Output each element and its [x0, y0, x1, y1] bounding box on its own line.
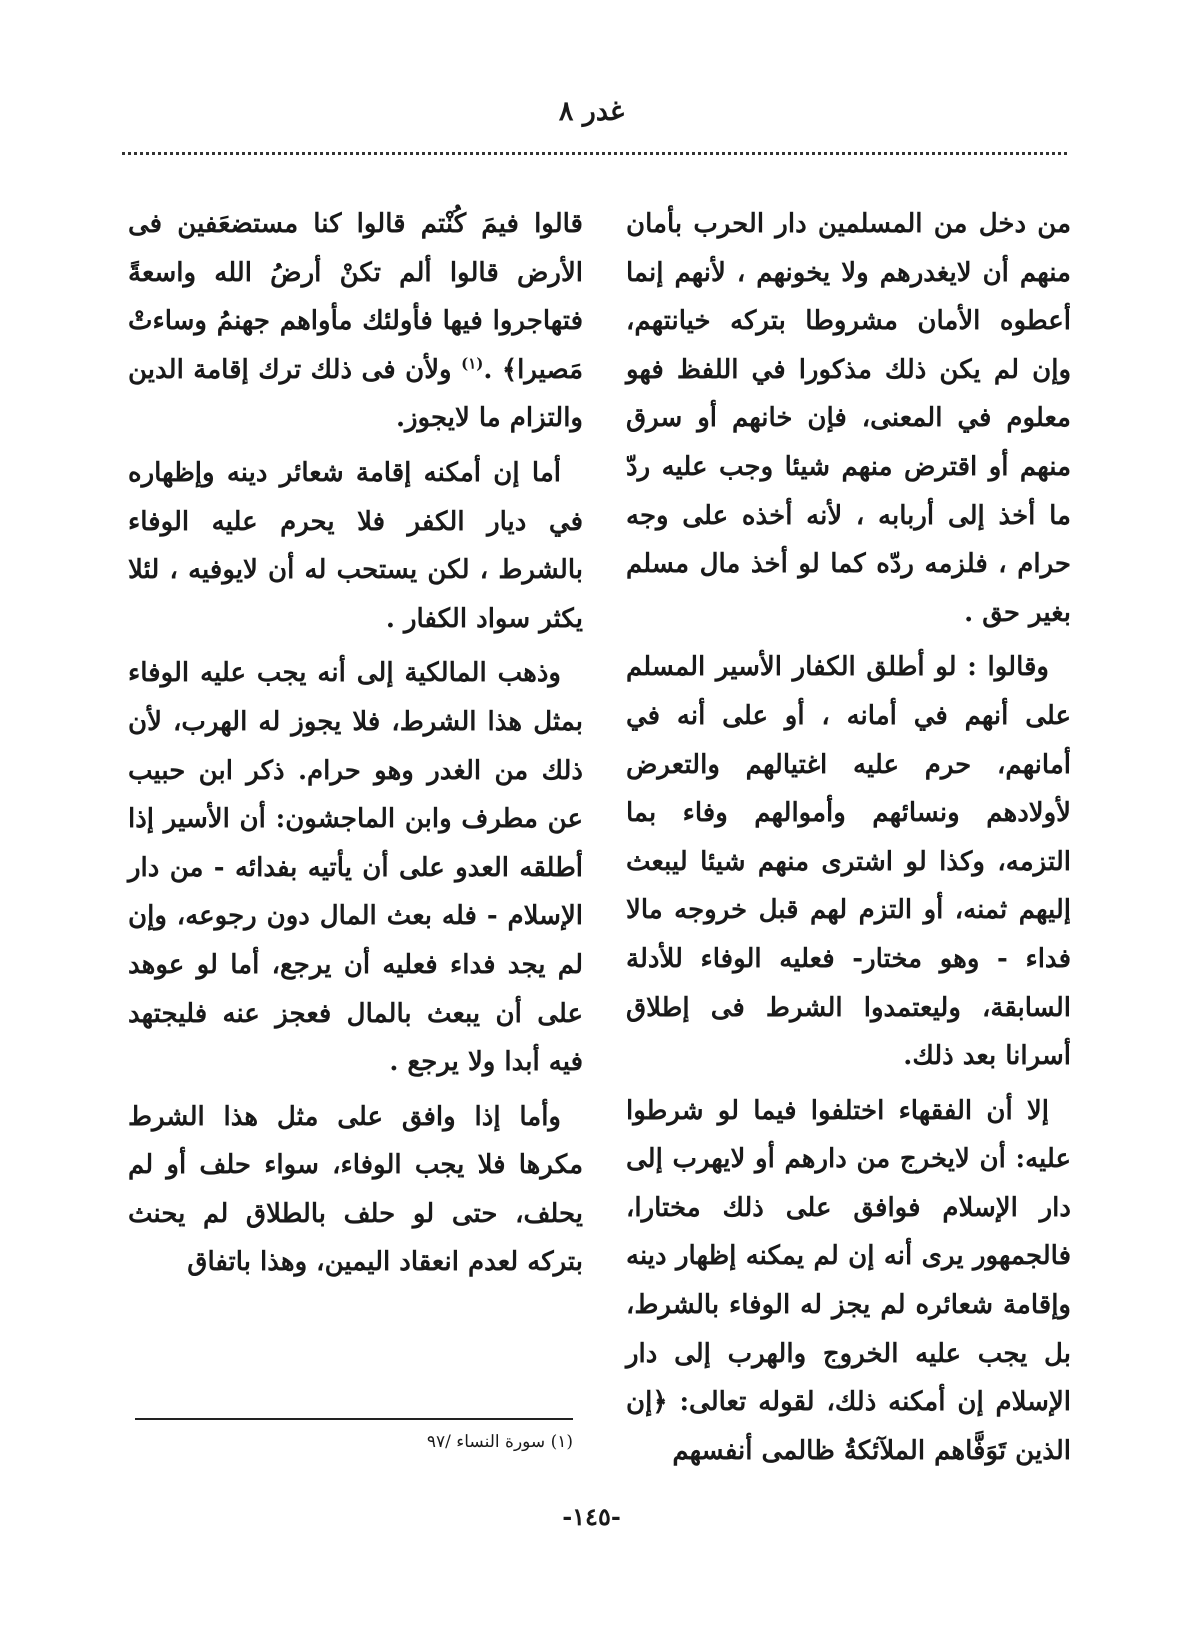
left-column: [128, 200, 583, 1287]
right-paragraph-1: من دخل من المسلمين دار الحرب بأمان منهم أن لايغدرهم ولا يخونهم ، لأنهم إنما أعطوه الأمان مشروطا بتركه خيانتهم، وإن لم يكن ذلك مذكورا في اللفظ فهو معلوم في المعنى، فإن خانهم أو سرق منهم أو اقترض منهم شيئا وجب عليه ردّ ما أخذ إلى أربابه ، لأنه أخذه على وجه حرام ، فلزمه ردّه كما لو أخذ مال مسلم بغير حق .: [626, 209, 1071, 628]
footnote-separator: [135, 1418, 573, 1420]
right-paragraph-2: وقالوا : لو أطلق الكفار الأسير المسلم على أنهم في أمانه ، أو على أنه في أمانهم، حرم عليه اغتيالهم والتعرض لأولادهم ونسائهم وأموالهم وفاء بما التزمه، وكذا لو اشترى منهم شيئا ليبعث إليهم ثمنه، أو التزم لهم قبل خروجه مالا فداء - وهو مختار- فعليه الوفاء للأدلة السابقة، وليعتمدوا الشرط فى إطلاق أسرانا بعد ذلك.: [626, 652, 1071, 1072]
verse-continuation: قالوا فيمَ كُنْتم قالوا كنا مستضعَفين فى الأرض قالوا ألم تكنْ أرضُ الله واسعةً فتهاجروا فيها فأولئك مأواهم جهنمُ وساءتْ مَصيرا﴾ .: [128, 209, 584, 385]
left-paragraph-verse: [128, 200, 583, 443]
footnote-reference: (١): [461, 354, 484, 373]
header-dotted-rule: [122, 152, 1067, 155]
left-paragraph-3: وذهب المالكية إلى أنه يجب عليه الوفاء بمثل هذا الشرط، فلا يجوز له الهرب، لأن ذلك من الغدر وهو حرام. ذكر ابن حبيب عن مطرف وابن الماجشون: أن الأسير إذا أطلقه العدو على أن يأتيه بفدائه - من دار الإسلام - فله بعث المال دون رجوعه، وإن لم يجد فداء فعليه أن يرجع، أما لو عوهد على أن يبعث بالمال فعجز عنه فليجتهد فيه أبدا ولا يرجع .: [128, 658, 583, 1078]
left-paragraph-2: أما إن أمكنه إقامة شعائر دينه وإظهاره في ديار الكفر فلا يحرم عليه الوفاء بالشرط ، لكن يستحب له أن لايوفيه ، لئلا يكثر سواد الكفار .: [128, 457, 583, 634]
left-paragraph-4: وأما إذا وافق على مثل هذا الشرط مكرها فلا يجب الوفاء، سواء حلف أو لم يحلف، حتى لو حلف بالطلاق لم يحنث بتركه لعدم انعقاد اليمين، وهذا باتفاق: [128, 1101, 583, 1278]
verse-followup: ولأن فى ذلك ترك إقامة الدين والتزام ما لايجوز.: [128, 354, 583, 434]
running-head: غدر ٨: [558, 96, 625, 127]
footnote: (١) سورة النساء /٩٧: [426, 1432, 573, 1452]
right-paragraph-3: إلا أن الفقهاء اختلفوا فيما لو شرطوا عليه: أن لايخرج من دارهم أو لايهرب إلى دار الإسلام فوافق على ذلك مختارا، فالجمهور يرى أنه إن لم يمكنه إظهار دينه وإقامة شعائره لم يجز له الوفاء بالشرط، بل يجب عليه الخروج والهرب إلى دار الإسلام إن أمكنه ذلك، لقوله تعالى: ﴿إن الذين تَوَفَّاهم الملآئكةُ ظالمى أنفسهم: [626, 1095, 1071, 1466]
page-number: -١٤٥-: [562, 1502, 621, 1531]
right-column: [626, 200, 1071, 1475]
